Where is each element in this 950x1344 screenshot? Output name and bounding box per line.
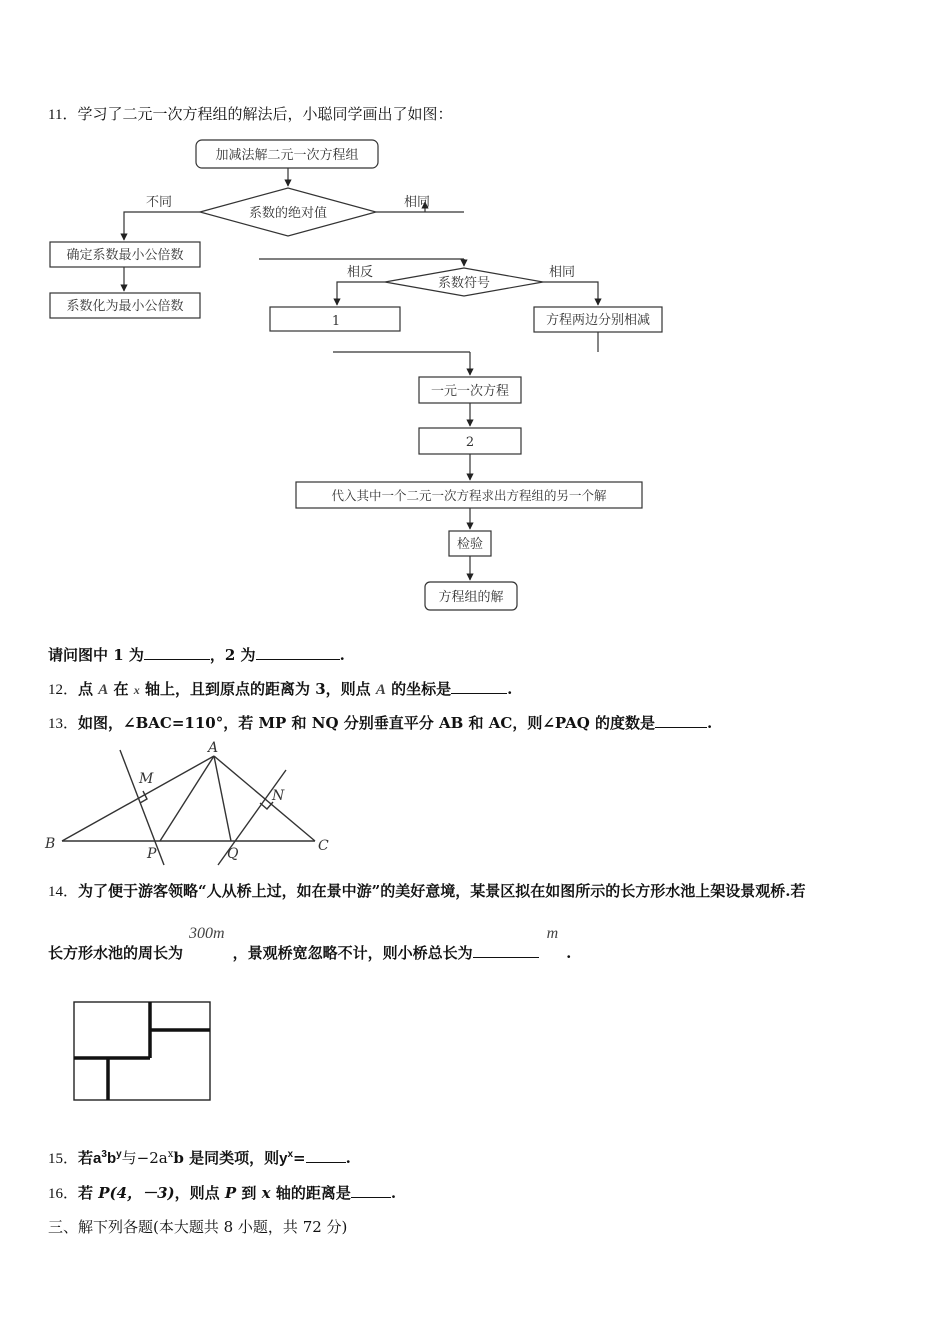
q12-p3: 轴上，且到原点的距离为 3，则点 [145, 680, 371, 698]
q14-pool-rect [74, 1002, 210, 1100]
q13-answer-blank[interactable] [655, 713, 707, 728]
fc-convert-label: 系数化为最小公倍数 [66, 299, 184, 314]
q13-number: 13． [48, 716, 79, 732]
q13-triangle-figure [42, 738, 342, 868]
q13-label-p: P [147, 846, 157, 862]
q15-expr1 [93, 1150, 122, 1167]
q15-expr1-exp: 3 [101, 1149, 107, 1160]
q11-number: 11． [48, 107, 78, 123]
q13-label-c: C [318, 838, 329, 854]
q15-p4: = [293, 1149, 306, 1167]
q15-p1: 若 [78, 1149, 94, 1167]
q15-end: . [345, 1149, 351, 1167]
fc-substitute-label: 代入其中一个二元一次方程求出方程组的另一个解 [331, 488, 607, 503]
q15-p2: 与−2a [121, 1149, 168, 1167]
q15-number: 15． [48, 1151, 79, 1167]
q13-label-n: N [272, 788, 285, 804]
q16-p2: ，则点 [174, 1184, 220, 1202]
q12-p2: 在 [113, 680, 129, 698]
q15-answer-blank[interactable] [306, 1148, 346, 1163]
q14-line2-b: ，景观桥宽忽略不计，则小桥总长为 [232, 944, 473, 962]
q16-p3: 到 [241, 1184, 257, 1202]
q12-var-a2: A [375, 682, 386, 698]
q11-question [48, 644, 345, 665]
q15-ans-base: y [279, 1150, 288, 1167]
q15-answer [279, 1150, 293, 1167]
q12-number: 12． [48, 682, 79, 698]
q16-p4: 轴的距离是 [275, 1184, 351, 1202]
q12-p4: 的坐标是 [391, 680, 452, 698]
q11-text: 学习了二元一次方程组的解法后，小聪同学画出了如图： [77, 105, 453, 123]
q14-line1-text: 为了便于游客领略“人从桥上过，如在景中游”的美好意境，某景区拟在如图所示的长方形水池上架设景观桥.若 [78, 882, 806, 900]
q14-unit: m [546, 925, 559, 942]
q11-question-end: . [339, 646, 345, 664]
fc-lcm-label: 确定系数最小公倍数 [66, 248, 184, 263]
q16-point: P(4，－3) [98, 1184, 175, 1202]
q14-pool-figure [66, 996, 226, 1108]
q12-var-a: A [98, 682, 109, 698]
q13-label-m: M [139, 771, 154, 787]
q13-label-a: A [208, 740, 219, 756]
q15-expr1-base: a [93, 1150, 102, 1167]
fc-one-var-label: 一元一次方程 [430, 384, 510, 399]
fc-end-label: 方程组的解 [438, 590, 504, 605]
q12-answer-blank[interactable] [451, 679, 507, 694]
q15-line [48, 1147, 351, 1168]
q16-answer-blank[interactable] [351, 1183, 391, 1198]
q16-pvar: P [224, 1184, 237, 1202]
q11-question-prefix: 请问图中 1 为 [48, 646, 144, 664]
q13-label-q: Q [227, 846, 239, 862]
fc-decision-abs-label: 系数的绝对值 [248, 206, 328, 221]
q16-number: 16． [48, 1186, 79, 1202]
q15-expr2-exp: x [167, 1149, 174, 1160]
section3-title: 三、解下列各题(本大题共 8 小题，共 72 分) [48, 1218, 348, 1236]
q11-heading [48, 103, 452, 124]
fc-decision-sign-label: 系数符号 [437, 276, 491, 291]
q11-blank2-answer[interactable] [256, 645, 340, 660]
q11-blank1-answer[interactable] [144, 645, 210, 660]
q15-expr1-exp2: y [116, 1149, 122, 1160]
q12-line [48, 678, 512, 699]
q14-bridge-path [74, 1002, 210, 1100]
q11-question-mid: ，2 为 [209, 646, 256, 664]
q14-line2 [48, 926, 571, 962]
fc-blank2-label: 2 [465, 435, 475, 450]
q12-end: . [507, 680, 513, 698]
q12-var-x: x [133, 683, 140, 697]
q14-perimeter: 300m [189, 925, 225, 942]
q16-xvar: x [261, 1184, 271, 1202]
q15-ans-exp: x [287, 1149, 293, 1160]
q14-end: . [566, 944, 572, 962]
q12-p1: 点 [78, 680, 94, 698]
q14-line2-a: 长方形水池的周长为 [48, 944, 184, 962]
q14-answer-blank[interactable] [473, 943, 539, 958]
q14-number: 14． [48, 884, 79, 900]
fc-branch-same2-label: 相同 [549, 265, 576, 280]
q13-line [48, 712, 712, 733]
fc-branch-same-label: 相同 [404, 195, 431, 210]
q16-end: . [390, 1184, 397, 1202]
q16-p1: 若 [78, 1184, 94, 1202]
fc-subtract-label: 方程两边分别相减 [545, 313, 651, 328]
q16-line [48, 1182, 396, 1203]
q13-text: 如图，∠BAC=110°，若 MP 和 NQ 分别垂直平分 AB 和 AC，则∠PAQ 的度数是 [78, 714, 656, 732]
fc-branch-opposite-label: 相反 [347, 265, 374, 280]
q15-p3: b 是同类项，则 [173, 1149, 280, 1167]
fc-start-label: 加减法解二元一次方程组 [215, 148, 359, 163]
fc-check-label: 检验 [456, 537, 484, 552]
q13-end: . [707, 714, 713, 732]
q15-expr1-base2: b [106, 1150, 117, 1167]
q11-flowchart [0, 130, 950, 620]
q14-line1 [48, 880, 806, 901]
fc-branch-diff-label: 不同 [146, 195, 173, 210]
fc-blank1-label: 1 [331, 314, 341, 329]
q13-label-b: B [45, 836, 56, 852]
